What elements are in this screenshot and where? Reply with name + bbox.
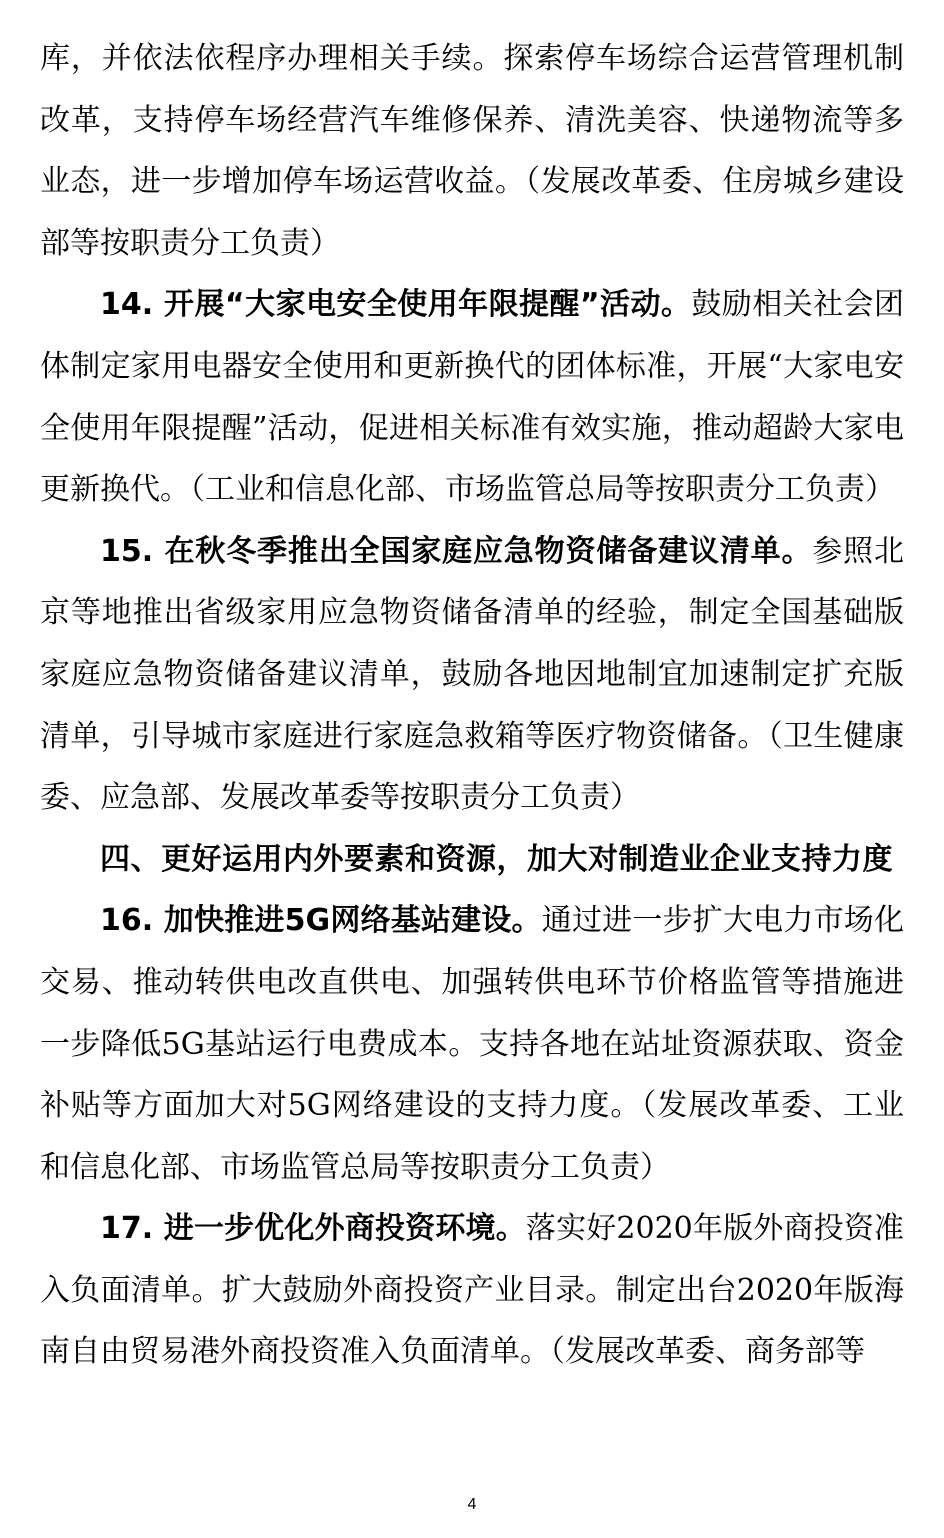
section-heading: 四、更好运用内外要素和资源，加大对制造业企业支持力度 <box>100 841 893 877</box>
item-title: 17. 进一步优化外商投资环境。 <box>100 1211 526 1247</box>
paragraph-continuation <box>40 28 904 274</box>
paragraph-item-16 <box>40 890 904 1198</box>
item-title: 14. 开展“大家电安全使用年限提醒”活动。 <box>100 287 692 323</box>
paragraph-item-14 <box>40 274 904 520</box>
document-page <box>40 28 904 1383</box>
page-number: 4 <box>467 1496 477 1513</box>
paragraph-body: 库，并依法依程序办理相关手续。探索停车场综合运营管理机制改革，支持停车场经营汽车维修保养、清洗美容、快递物流等多业态，进一步增加停车场运营收益。（发展改革委、住房城乡建设部等按职责分工负责） <box>40 41 904 261</box>
item-title: 16. 加快推进5G网络基站建设。 <box>100 903 542 939</box>
paragraph-body: 鼓励相关社会团体制定家用电器安全使用和更新换代的团体标准，开展“大家电安全使用年限提醒”活动，促进相关标准有效实施，推动超龄大家电更新换代。（工业和信息化部、市场监管总局等按职责分工负责） <box>40 287 904 508</box>
paragraph-body: 落实好2020年版外商投资准入负面清单。扩大鼓励外商投资产业目录。制定出台2020年版海南自由贸易港外商投资准入负面清单。（发展改革委、商务部等 <box>40 1211 904 1370</box>
paragraph-body: 通过进一步扩大电力市场化交易、推动转供电改直供电、加强转供电环节价格监管等措施进一步降低5G基站运行电费成本。支持各地在站址资源获取、资金补贴等方面加大对5G网络建设的支持力度。（发展改革委、工业和信息化部、市场监管总局等按职责分工负责） <box>40 903 904 1185</box>
item-title: 15. 在秋冬季推出全国家庭应急物资储备建议清单。 <box>100 533 813 569</box>
paragraph-body: 参照北京等地推出省级家用应急物资储备清单的经验，制定全国基础版家庭应急物资储备建议清单，鼓励各地因地制宜加速制定扩充版清单，引导城市家庭进行家庭急救箱等医疗物资储备。（卫生健康委、应急部、发展改革委等按职责分工负责） <box>40 533 904 816</box>
paragraph-item-17 <box>40 1198 904 1383</box>
paragraph-item-15 <box>40 521 904 829</box>
